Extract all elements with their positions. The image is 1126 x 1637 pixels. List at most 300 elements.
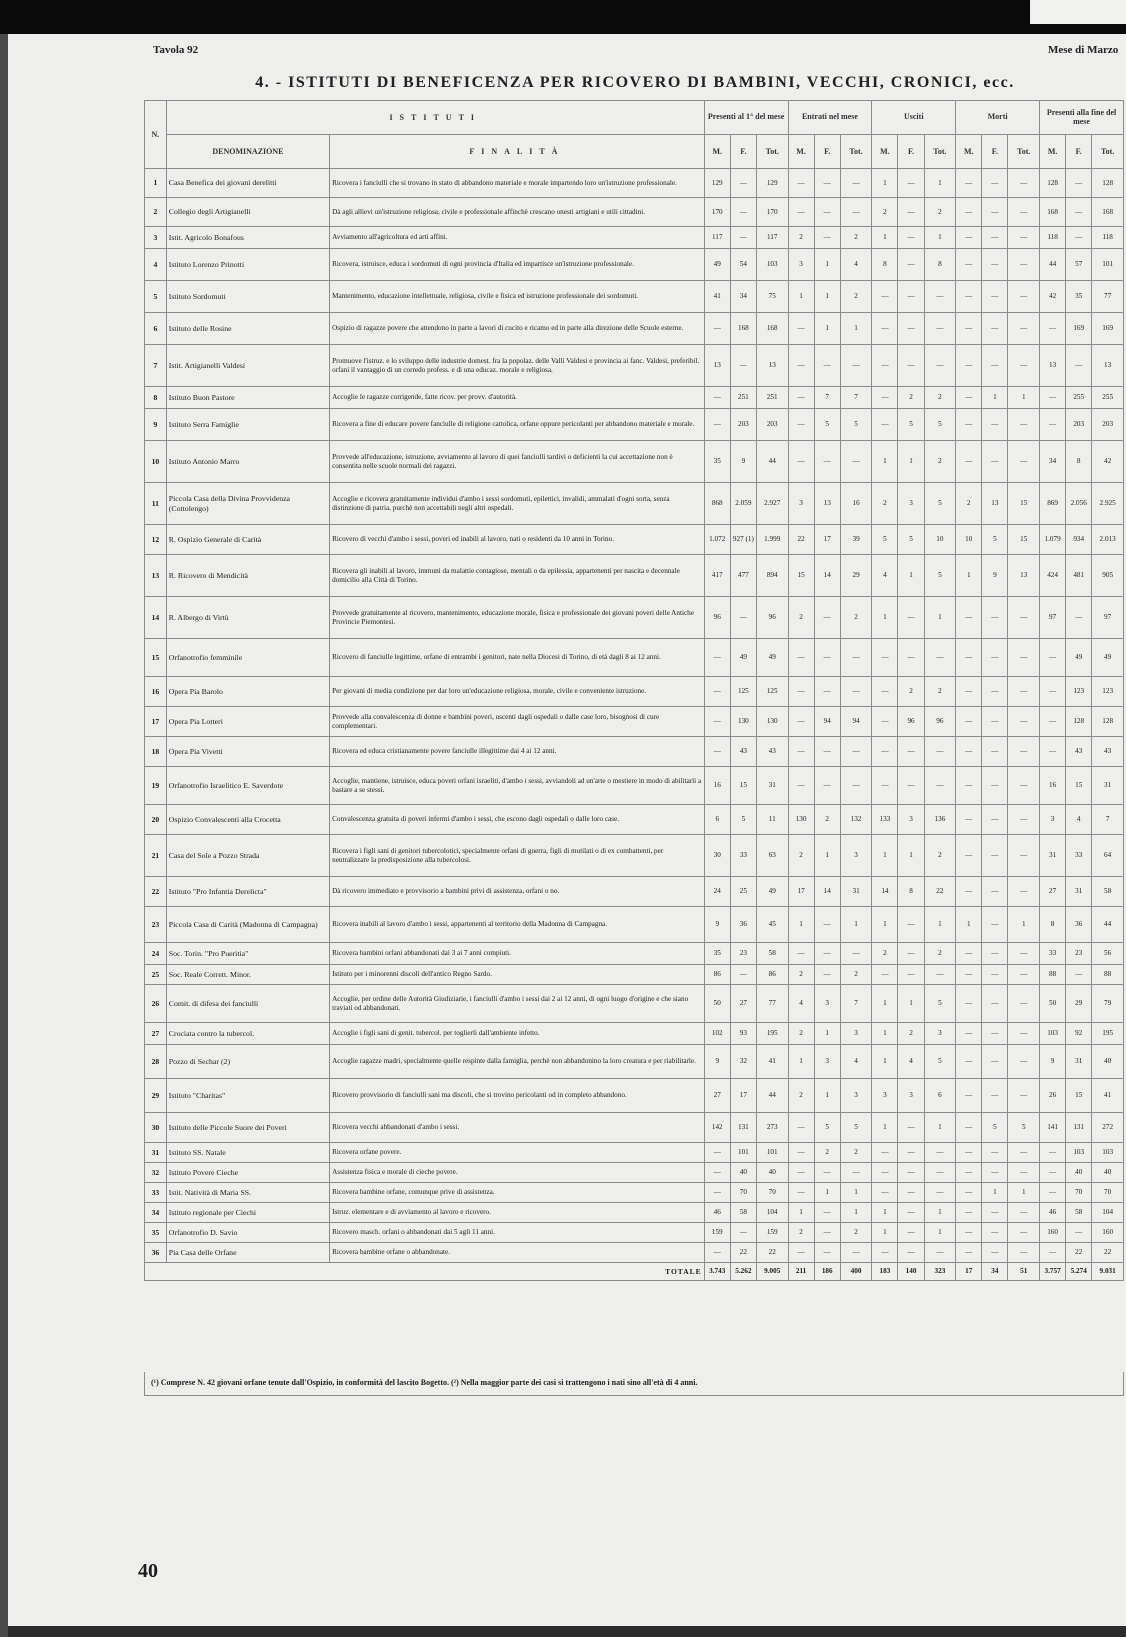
count-cell: — [814,737,840,767]
institution-purpose: Accoglie, mantiene, istruisce, educa poveri orfani israeliti, d'ambo i sessi, avviandoli ad un'arte o mestiere in modo di abilitarli a bastare a se stessi. [330,767,705,805]
count-cell: — [924,281,956,313]
count-cell: — [1066,965,1092,985]
count-cell: 27 [730,985,756,1023]
table-row [145,1023,1124,1045]
institution-purpose: Ricovera i figli sani di genitori tubercolotici, specialmente orfani di guerra, figli di mutilati o di ex combattenti, per neutralizzare la predisposizione alla tubercolosi. [330,835,705,877]
count-cell: — [982,281,1008,313]
count-cell: — [956,281,982,313]
totals-row [145,1263,1124,1281]
count-cell: — [898,1113,924,1143]
count-cell: 14 [872,877,898,907]
count-cell: 117 [704,227,730,249]
count-cell: 15 [1008,525,1040,555]
count-cell: — [788,1143,814,1163]
count-cell: — [1008,1023,1040,1045]
row-number: 30 [145,1113,167,1143]
count-cell: 4 [872,555,898,597]
count-cell: — [1008,707,1040,737]
count-cell: 2 [788,227,814,249]
count-cell: — [1008,409,1040,441]
total-cell: 5.262 [730,1263,756,1281]
count-cell: 1 [898,835,924,877]
count-cell: — [1008,737,1040,767]
count-cell: 251 [730,387,756,409]
count-cell: 13 [756,345,788,387]
count-cell: 70 [1066,1183,1092,1203]
count-cell: 1 [788,1203,814,1223]
count-cell: 255 [1066,387,1092,409]
institution-purpose: Assistenza fisica e morale di cieche povere. [330,1163,705,1183]
count-cell: — [898,345,924,387]
count-cell: — [814,198,840,227]
count-cell: 2.059 [730,483,756,525]
count-cell: — [898,1183,924,1203]
count-cell: — [982,1079,1008,1113]
count-cell: 131 [1066,1113,1092,1143]
count-cell: 44 [756,1079,788,1113]
count-cell: 31 [1066,1045,1092,1079]
count-cell: — [788,1163,814,1183]
count-cell: — [872,639,898,677]
count-cell: 5 [982,1113,1008,1143]
institution-purpose: Ricovera gli inabili al lavoro, immuni da malattie contagiose, mentali o da epilessia, appartenenti per nascita e decennale domicilio alla Città di Torino. [330,555,705,597]
count-cell: — [704,639,730,677]
count-cell: 1 [840,1183,872,1203]
table-number-header: Tavola 92 [153,44,199,56]
institution-name: Istituto Sordomuti [166,281,329,313]
count-cell: — [1040,707,1066,737]
table-row [145,345,1124,387]
count-cell: — [1040,1183,1066,1203]
table-row [145,1223,1124,1243]
count-cell: 96 [756,597,788,639]
count-cell: — [814,965,840,985]
count-cell: 1 [898,985,924,1023]
table-row [145,805,1124,835]
count-cell: 5 [924,555,956,597]
count-cell: 103 [756,249,788,281]
count-cell: — [840,943,872,965]
count-cell: 1 [872,1045,898,1079]
total-cell: 3.757 [1040,1263,1066,1281]
count-cell: 273 [756,1113,788,1143]
count-cell: 45 [756,907,788,943]
count-cell: 1 [924,1203,956,1223]
count-cell: — [924,345,956,387]
count-cell: 3 [898,483,924,525]
count-cell: 5 [982,525,1008,555]
count-cell: 58 [1066,1203,1092,1223]
institution-name: Istituto Lorenzo Prinotti [166,249,329,281]
count-cell: 6 [924,1079,956,1113]
count-cell: 6 [704,805,730,835]
count-cell: — [924,1143,956,1163]
table-row [145,877,1124,907]
count-cell: 3 [872,1079,898,1113]
count-cell: — [1066,345,1092,387]
count-cell: 118 [1092,227,1124,249]
count-cell: 1 [924,907,956,943]
institution-purpose: Per giovani di media condizione per dar loro un'educazione religiosa, morale, civile e conveniente istruzione. [330,677,705,707]
count-cell: — [982,943,1008,965]
row-number: 36 [145,1243,167,1263]
institution-purpose: Istruz. elementare e di avviamento al lavoro e ricovero. [330,1203,705,1223]
count-cell: 7 [840,387,872,409]
count-cell: — [956,1183,982,1203]
count-cell: — [956,1023,982,1045]
count-cell: 123 [1066,677,1092,707]
count-cell: 117 [756,227,788,249]
count-cell: 40 [1092,1045,1124,1079]
count-cell: — [982,1143,1008,1163]
count-cell: 142 [704,1113,730,1143]
count-cell: — [898,943,924,965]
count-cell: — [982,409,1008,441]
count-cell: — [898,965,924,985]
institution-name: Istituto delle Rosine [166,313,329,345]
header-f: F. [982,135,1008,169]
table-row [145,1079,1124,1113]
count-cell: 203 [1092,409,1124,441]
institution-purpose: Promuove l'istruz. e lo sviluppo delle industrie domest. fra la popolaz. delle Valli Valdesi e provincia ai fanc. Valdesi, preferibil. orfani il vantaggio di un corredo profess. e di una educaz. morale e religiosa. [330,345,705,387]
institution-name: Opera Pia Lotteri [166,707,329,737]
count-cell: 1 [872,597,898,639]
institution-purpose: Ricovera a fine di educare povere fanciulle di religione cattolica, orfane oppure pericolanti per abbandono materiale e morale. [330,409,705,441]
row-number: 11 [145,483,167,525]
count-cell: — [956,639,982,677]
header-tot: Tot. [924,135,956,169]
table-row [145,1143,1124,1163]
count-cell: — [840,345,872,387]
count-cell: — [956,249,982,281]
count-cell: — [956,737,982,767]
institution-purpose: Ricovero provvisorio di fanciulli sani ma discoli, che si trovino pericolanti od in completo abbandono. [330,1079,705,1113]
count-cell: 169 [1092,313,1124,345]
count-cell: 118 [1040,227,1066,249]
total-cell: 3.743 [704,1263,730,1281]
count-cell: — [924,1243,956,1263]
row-number: 29 [145,1079,167,1113]
count-cell: 1 [872,441,898,483]
count-cell: 15 [1066,1079,1092,1113]
count-cell: — [814,943,840,965]
count-cell: 136 [924,805,956,835]
count-cell: 22 [924,877,956,907]
count-cell: 3 [814,1045,840,1079]
count-cell: — [898,313,924,345]
count-cell: 168 [756,313,788,345]
count-cell: — [1040,639,1066,677]
row-number: 1 [145,169,167,198]
count-cell: 1 [840,313,872,345]
count-cell: 4 [898,1045,924,1079]
count-cell: — [982,1203,1008,1223]
count-cell: — [898,249,924,281]
count-cell: 17 [788,877,814,907]
count-cell: 5 [924,985,956,1023]
count-cell: — [1008,313,1040,345]
count-cell: 33 [1066,835,1092,877]
count-cell: — [1008,1045,1040,1079]
count-cell: 92 [1066,1023,1092,1045]
institution-name: Soc. Torin. "Pro Pueritia" [166,943,329,965]
total-cell: 140 [898,1263,924,1281]
count-cell: — [814,1203,840,1223]
institution-name: R. Ricovero di Mendicità [166,555,329,597]
count-cell: 1 [814,313,840,345]
count-cell: — [956,1143,982,1163]
count-cell: 195 [756,1023,788,1045]
row-number: 6 [145,313,167,345]
institution-name: Opera Pia Barolo [166,677,329,707]
count-cell: 1 [814,1183,840,1203]
row-number: 34 [145,1203,167,1223]
count-cell: 13 [982,483,1008,525]
count-cell: 130 [730,707,756,737]
count-cell: 88 [1092,965,1124,985]
page-number: 40 [138,1560,158,1582]
count-cell: 1 [814,281,840,313]
count-cell: — [898,1243,924,1263]
count-cell: 101 [1092,249,1124,281]
count-cell: 13 [704,345,730,387]
count-cell: — [872,387,898,409]
count-cell: 22 [730,1243,756,1263]
institution-name: R. Albergo di Virtù [166,597,329,639]
count-cell: — [898,1223,924,1243]
count-cell: 13 [1008,555,1040,597]
count-cell: 11 [756,805,788,835]
count-cell: — [814,767,840,805]
table-body [145,169,1124,1281]
count-cell: 42 [1040,281,1066,313]
count-cell: 34 [730,281,756,313]
count-cell: 5 [924,409,956,441]
table-row [145,1163,1124,1183]
total-cell: 183 [872,1263,898,1281]
count-cell: — [704,1243,730,1263]
scan-top-white-patch [1030,0,1126,24]
count-cell: 44 [1092,907,1124,943]
count-cell: 15 [1066,767,1092,805]
count-cell: 86 [756,965,788,985]
count-cell: — [814,1223,840,1243]
count-cell: 481 [1066,555,1092,597]
count-cell: — [788,639,814,677]
count-cell: 15 [1008,483,1040,525]
count-cell: 40 [730,1163,756,1183]
count-cell: — [924,1183,956,1203]
count-cell: 50 [704,985,730,1023]
count-cell: 868 [704,483,730,525]
count-cell: 133 [872,805,898,835]
header-number: N. [145,101,167,169]
row-number: 19 [145,767,167,805]
count-cell: — [1040,409,1066,441]
table-row [145,597,1124,639]
count-cell: 40 [1092,1163,1124,1183]
count-cell: — [788,1243,814,1263]
count-cell: 1 [814,249,840,281]
count-cell: — [982,1045,1008,1079]
count-cell: — [1008,677,1040,707]
count-cell: 9 [1040,1045,1066,1079]
count-cell: 34 [1040,441,1066,483]
scan-left-border [0,34,8,1637]
count-cell: 54 [730,249,756,281]
count-cell: 50 [1040,985,1066,1023]
scan-bottom-border [8,1626,1126,1637]
count-cell: 2 [814,805,840,835]
count-cell: — [704,1143,730,1163]
count-cell: 3 [898,1079,924,1113]
count-cell: — [872,281,898,313]
institution-purpose: Ricovera inabili al lavoro d'ambo i sessi, appartenenti al territorio della Madonna di Campagna. [330,907,705,943]
count-cell: — [1008,249,1040,281]
count-cell: — [982,1223,1008,1243]
count-cell: 417 [704,555,730,597]
count-cell: — [1008,1203,1040,1223]
count-cell: — [872,1183,898,1203]
institution-purpose: Accoglie le ragazze corrigende, fatte ricov. per provv. d'autorità. [330,387,705,409]
row-number: 28 [145,1045,167,1079]
table-row [145,1243,1124,1263]
count-cell: 70 [730,1183,756,1203]
count-cell: 17 [814,525,840,555]
count-cell: — [956,1163,982,1183]
count-cell: 29 [1066,985,1092,1023]
count-cell: 13 [814,483,840,525]
count-cell: 103 [1092,1143,1124,1163]
count-cell: 77 [756,985,788,1023]
count-cell: 17 [730,1079,756,1113]
count-cell: 5 [924,483,956,525]
count-cell: — [1008,198,1040,227]
total-cell: 5.274 [1066,1263,1092,1281]
row-number: 4 [145,249,167,281]
count-cell: 5 [924,1045,956,1079]
count-cell: 3 [788,483,814,525]
count-cell: — [1008,835,1040,877]
count-cell: — [814,169,840,198]
count-cell: — [956,767,982,805]
count-cell: — [956,1113,982,1143]
count-cell: 1 [1008,387,1040,409]
institution-name: Istituto "Pro Infantia Derelicta" [166,877,329,907]
count-cell: — [956,1243,982,1263]
count-cell: 8 [1040,907,1066,943]
count-cell: 168 [730,313,756,345]
count-cell: — [1066,198,1092,227]
count-cell: 905 [1092,555,1124,597]
row-number: 12 [145,525,167,555]
count-cell: — [814,441,840,483]
count-cell: — [1066,227,1092,249]
table-row [145,737,1124,767]
count-cell: 77 [1092,281,1124,313]
count-cell: 2.013 [1092,525,1124,555]
row-number: 27 [145,1023,167,1045]
institution-name: Orfanotrofio D. Savio [166,1223,329,1243]
count-cell: 31 [1040,835,1066,877]
count-cell: 104 [756,1203,788,1223]
count-cell: — [956,707,982,737]
count-cell: 1 [872,1223,898,1243]
institution-name: Orfanotrofio Israelitico E. Saverdote [166,767,329,805]
count-cell: 16 [704,767,730,805]
count-cell: 1.072 [704,525,730,555]
count-cell: 8 [898,877,924,907]
institution-name: Istituto SS. Natale [166,1143,329,1163]
count-cell: — [982,707,1008,737]
count-cell: 128 [1092,169,1124,198]
count-cell: — [1008,1143,1040,1163]
header-istituti: ISTITUTI [166,101,704,135]
count-cell: — [788,169,814,198]
count-cell: 44 [756,441,788,483]
count-cell: — [956,227,982,249]
total-cell: 17 [956,1263,982,1281]
count-cell: — [982,597,1008,639]
count-cell: 14 [814,555,840,597]
count-cell: — [872,677,898,707]
count-cell: 2 [840,227,872,249]
count-cell: 97 [1040,597,1066,639]
count-cell: — [956,313,982,345]
row-number: 23 [145,907,167,943]
count-cell: 2 [840,965,872,985]
row-number: 33 [145,1183,167,1203]
count-cell: 131 [730,1113,756,1143]
count-cell: 49 [756,877,788,907]
count-cell: — [898,281,924,313]
count-cell: 7 [840,985,872,1023]
count-cell: 22 [1092,1243,1124,1263]
count-cell: 1 [924,169,956,198]
count-cell: — [872,1163,898,1183]
count-cell: 23 [1066,943,1092,965]
header-tot: Tot. [1092,135,1124,169]
institution-name: Ospizio Convalescenti alla Crocetta [166,805,329,835]
count-cell: 4 [1066,805,1092,835]
count-cell: 86 [704,965,730,985]
count-cell: 3 [788,249,814,281]
institution-purpose: Ricovero di vecchi d'ambo i sessi, poveri ed inabili al lavoro, nati o residenti da 10 anni in Torino. [330,525,705,555]
count-cell: 96 [898,707,924,737]
month-header: Mese di Marzo [1048,44,1119,56]
count-cell: 125 [730,677,756,707]
count-cell: 5 [898,525,924,555]
count-cell: 31 [840,877,872,907]
count-cell: 2.927 [756,483,788,525]
count-cell: 15 [788,555,814,597]
count-cell: 75 [756,281,788,313]
count-cell: — [814,677,840,707]
header-m: M. [872,135,898,169]
count-cell: 159 [704,1223,730,1243]
institution-purpose: Provvede all'educazione, istruzione, avviamento al lavoro di quei fanciulli tardivi o deficienti la cui accettazione non è consentita nelle scuole normali dei ragazzi. [330,441,705,483]
count-cell: — [788,198,814,227]
count-cell: 2 [788,965,814,985]
count-cell: 97 [1092,597,1124,639]
institution-name: Istit. Natività di Maria SS. [166,1183,329,1203]
count-cell: — [704,707,730,737]
institution-purpose: Ricovera vecchi abbandonati d'ambo i sessi. [330,1113,705,1143]
count-cell: — [982,227,1008,249]
count-cell: — [1040,313,1066,345]
count-cell: — [1008,441,1040,483]
count-cell: 5 [872,525,898,555]
